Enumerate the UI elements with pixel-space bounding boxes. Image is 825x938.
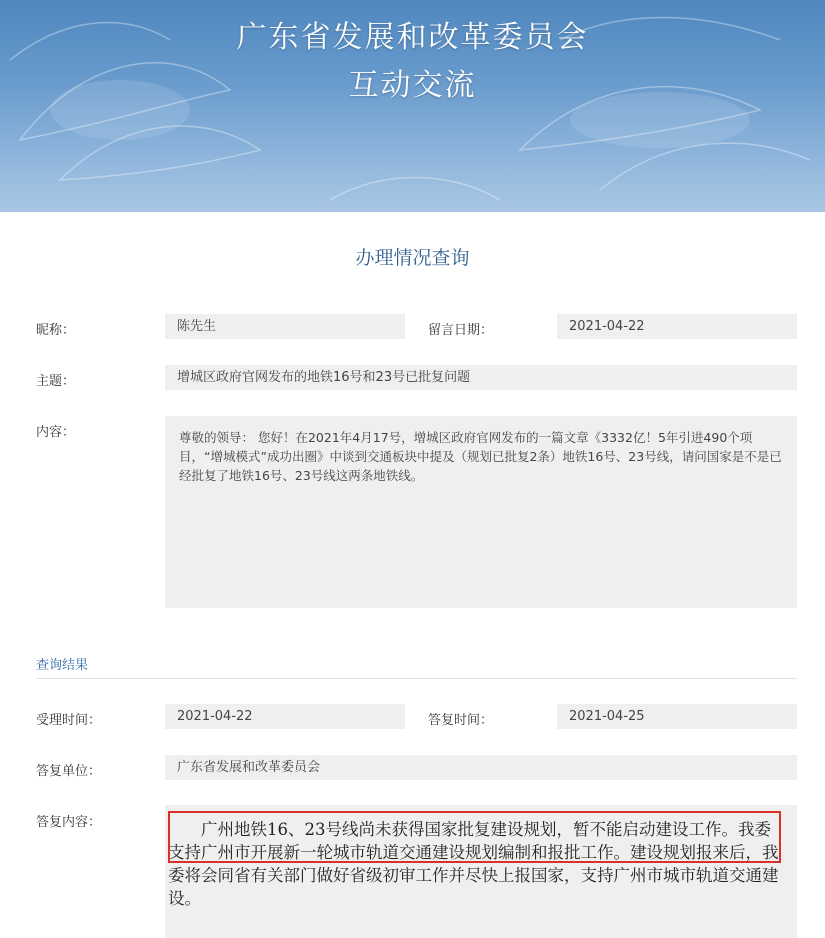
header-banner — [0, 0, 825, 212]
query-result-heading: 查询结果 — [36, 658, 89, 673]
reply-time-label: 答复时间： — [428, 713, 494, 728]
reply-content-label: 答复内容： — [36, 815, 102, 830]
red-highlight-box — [168, 811, 781, 863]
header-subtitle: 互动交流 — [348, 68, 477, 103]
message-date-field: 2021-04-22 — [557, 314, 797, 339]
reply-unit-field: 广东省发展和改革委员会 — [165, 755, 797, 780]
accept-time-label: 受理时间： — [36, 713, 102, 728]
accept-time-field: 2021-04-22 — [165, 704, 405, 729]
reply-content-text: 广州地铁16、23号线尚未获得国家批复建设规划，暂不能启动建设工作。我委支持广州市开展新一轮城市轨道交通建设规划编制和报批工作。建设规划报来后，我委将会同省有关部门做好省级初审工作并尽快上报国家，支持广州市城市轨道交通建设。 — [168, 820, 779, 908]
content-label: 内容： — [36, 425, 76, 440]
reply-time-field: 2021-04-25 — [557, 704, 797, 729]
nickname-field: 陈先生 — [165, 314, 405, 339]
message-date-label: 留言日期： — [428, 323, 494, 338]
section-divider — [36, 678, 797, 679]
reply-unit-label: 答复单位： — [36, 764, 102, 779]
page-title: 办理情况查询 — [355, 247, 470, 269]
subject-field: 增城区政府官网发布的地铁16号和23号已批复问题 — [165, 365, 797, 390]
content-field: 尊敬的领导： 您好！在2021年4月17号，增城区政府官网发布的一篇文章《3332亿！5年引进490个项目，“增城模式”成功出圈》中谈到交通板块中提及（规划已批复2条）地铁16号、23号线，请问国家是不是已经批复了地铁16号、23号线这两条地铁线。 — [165, 416, 797, 608]
nickname-label: 昵称： — [36, 323, 76, 338]
subject-label: 主题： — [36, 374, 76, 389]
header-title: 广东省发展和改革委员会 — [236, 20, 589, 55]
